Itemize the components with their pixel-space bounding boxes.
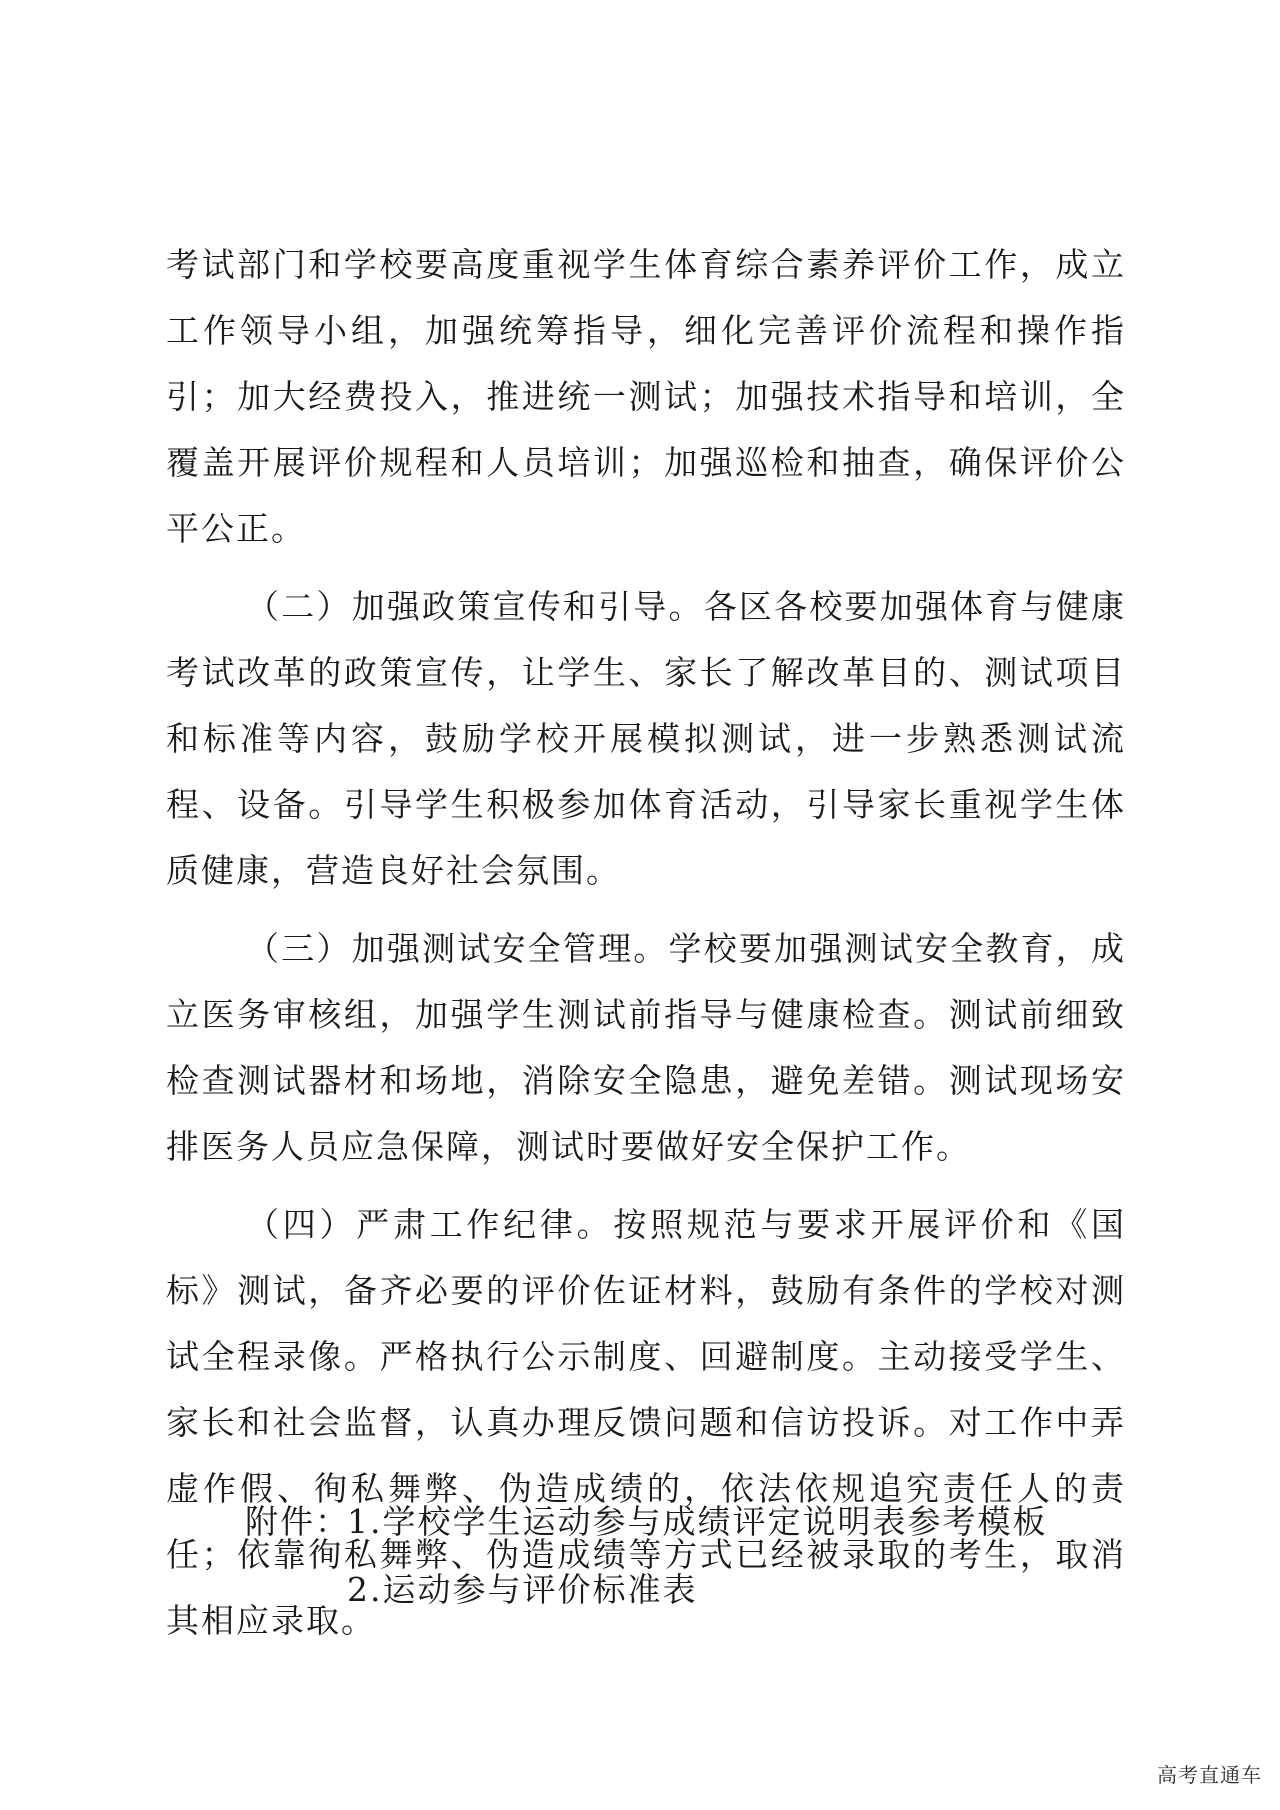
attachments-label: 附件： <box>245 1502 350 1541</box>
watermark-text: 高考直通车 <box>1157 1763 1262 1787</box>
attachment-row <box>245 1488 1145 1556</box>
attachment-item-1: 1.学校学生运动参与成绩评定说明表参考模板 <box>347 1502 1048 1541</box>
document-body <box>166 232 1126 1666</box>
attachment-item-2: 2.运动参与评价标准表 <box>347 1570 698 1609</box>
paragraph-policy-publicity: （二）加强政策宣传和引导。各区各校要加强体育与健康考试改革的政策宣传，让学生、家长了解改革目的、测试项目和标准等内容，鼓励学校开展模拟测试，进一步熟悉测试流程、设备。引导学生积极参加体育活动，引导家长重视学生体质健康，营造良好社会氛围。 <box>166 587 1126 890</box>
attachment-row <box>245 1556 1145 1624</box>
paragraph-test-safety: （三）加强测试安全管理。学校要加强测试安全教育，成立医务审核组，加强学生测试前指导与健康检查。测试前细致检查测试器材和场地，消除安全隐患，避免差错。测试现场安排医务人员应急保障，测试时要做好安全保护工作。 <box>166 929 1126 1166</box>
paragraph-intro: 考试部门和学校要高度重视学生体育综合素养评价工作，成立工作领导小组，加强统筹指导，细化完善评价流程和操作指引；加大经费投入，推进统一测试；加强技术指导和培训，全覆盖开展评价规程和人员培训；加强巡检和抽查，确保评价公平公正。 <box>166 245 1126 548</box>
paragraph-work-discipline: （四）严肃工作纪律。按照规范与要求开展评价和《国标》测试，备齐必要的评价佐证材料，鼓励有条件的学校对测试全程录像。严格执行公示制度、回避制度。主动接受学生、家长和社会监督，认真办理反馈问题和信访投诉。对工作中弄虚作假、徇私舞弊、伪造成绩的，依法依规追究责任人的责任；依靠徇私舞弊、伪造成绩等方式已经被录取的考生，取消其相应录取。 <box>166 1205 1126 1640</box>
attachments-section <box>245 1488 1145 1624</box>
